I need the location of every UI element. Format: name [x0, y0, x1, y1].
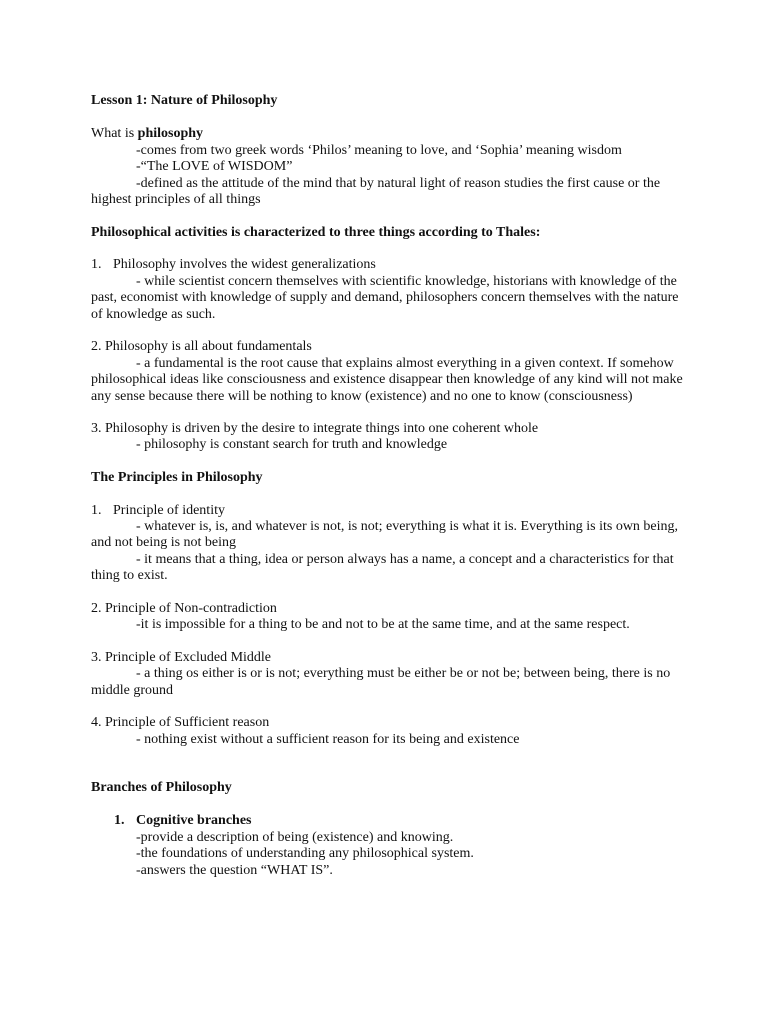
what-is-term: philosophy	[137, 126, 204, 141]
lesson-title: Lesson 1: Nature of Philosophy	[91, 93, 278, 108]
principle-item-line: - nothing exist without a sufficient reason for its being and existence	[136, 732, 520, 747]
principles-heading: The Principles in Philosophy	[91, 470, 263, 485]
principle-item-line: - a thing os either is or is not; everything must be either be or not be; between being, there is no	[136, 666, 671, 681]
branch-item-line: -the foundations of understanding any philosophical system.	[136, 846, 474, 861]
activity-item-line: - philosophy is constant search for truth and knowledge	[136, 437, 448, 452]
activity-item-line: any sense because there will be nothing to know (existence) and no one to know (consciousness)	[91, 389, 633, 404]
principle-item-line: middle ground	[91, 683, 174, 698]
branches-heading: Branches of Philosophy	[91, 780, 232, 795]
principle-item-line: and not being is not being	[91, 535, 237, 550]
activity-item-line: philosophical ideas like consciousness and existence disappear then knowledge of any kind will not make	[91, 372, 683, 387]
activity-item-title	[91, 257, 376, 273]
activity-item-line: past, economist with knowledge of supply and demand, philosophers concern themselves with the nature	[91, 290, 679, 305]
activity-item-line: - while scientist concern themselves with scientific knowledge, historians with knowledge of the	[136, 274, 677, 289]
activity-item-title: 2. Philosophy is all about fundamentals	[91, 339, 312, 354]
principle-item-title: 4. Principle of Sufficient reason	[91, 715, 270, 730]
branch-item-line: -answers the question “WHAT IS”.	[136, 863, 333, 878]
principle-item-line: thing to exist.	[91, 568, 168, 583]
branch-item-line: -provide a description of being (existence) and knowing.	[136, 830, 454, 845]
what-is-line: -“The LOVE of WISDOM”	[136, 159, 293, 174]
activity-item-line: of knowledge as such.	[91, 307, 216, 322]
principle-item-line: -it is impossible for a thing to be and not to be at the same time, and at the same respect.	[136, 617, 630, 632]
activity-item-text: Philosophy involves the widest generalizations	[113, 257, 376, 272]
activity-item-number: 1.	[91, 257, 102, 272]
what-is-heading	[91, 126, 203, 142]
principle-item-number: 1.	[91, 503, 102, 518]
what-is-line: -comes from two greek words ‘Philos’ meaning to love, and ‘Sophia’ meaning wisdom	[136, 143, 622, 158]
what-is-line: -defined as the attitude of the mind that by natural light of reason studies the first cause or the	[136, 176, 661, 191]
branch-item-title	[114, 813, 252, 829]
principle-item-title: 2. Principle of Non-contradiction	[91, 601, 277, 616]
branch-item-text: Cognitive branches	[136, 813, 252, 828]
principle-item-line: - whatever is, is, and whatever is not, is not; everything is what it is. Everything is its own being,	[136, 519, 679, 534]
activity-item-line: - a fundamental is the root cause that explains almost everything in a given context. If somehow	[136, 356, 674, 371]
activity-item-title: 3. Philosophy is driven by the desire to integrate things into one coherent whole	[91, 421, 539, 436]
principle-item-title	[91, 503, 225, 519]
activities-heading: Philosophical activities is characterized to three things according to Thales:	[91, 225, 541, 240]
what-is-prefix: What is	[91, 126, 138, 141]
branch-item-number: 1.	[114, 813, 125, 828]
what-is-line: highest principles of all things	[91, 192, 261, 207]
principle-item-text: Principle of identity	[113, 503, 225, 518]
principle-item-title: 3. Principle of Excluded Middle	[91, 650, 272, 665]
principle-item-line: - it means that a thing, idea or person always has a name, a concept and a characteristics for that	[136, 552, 674, 567]
